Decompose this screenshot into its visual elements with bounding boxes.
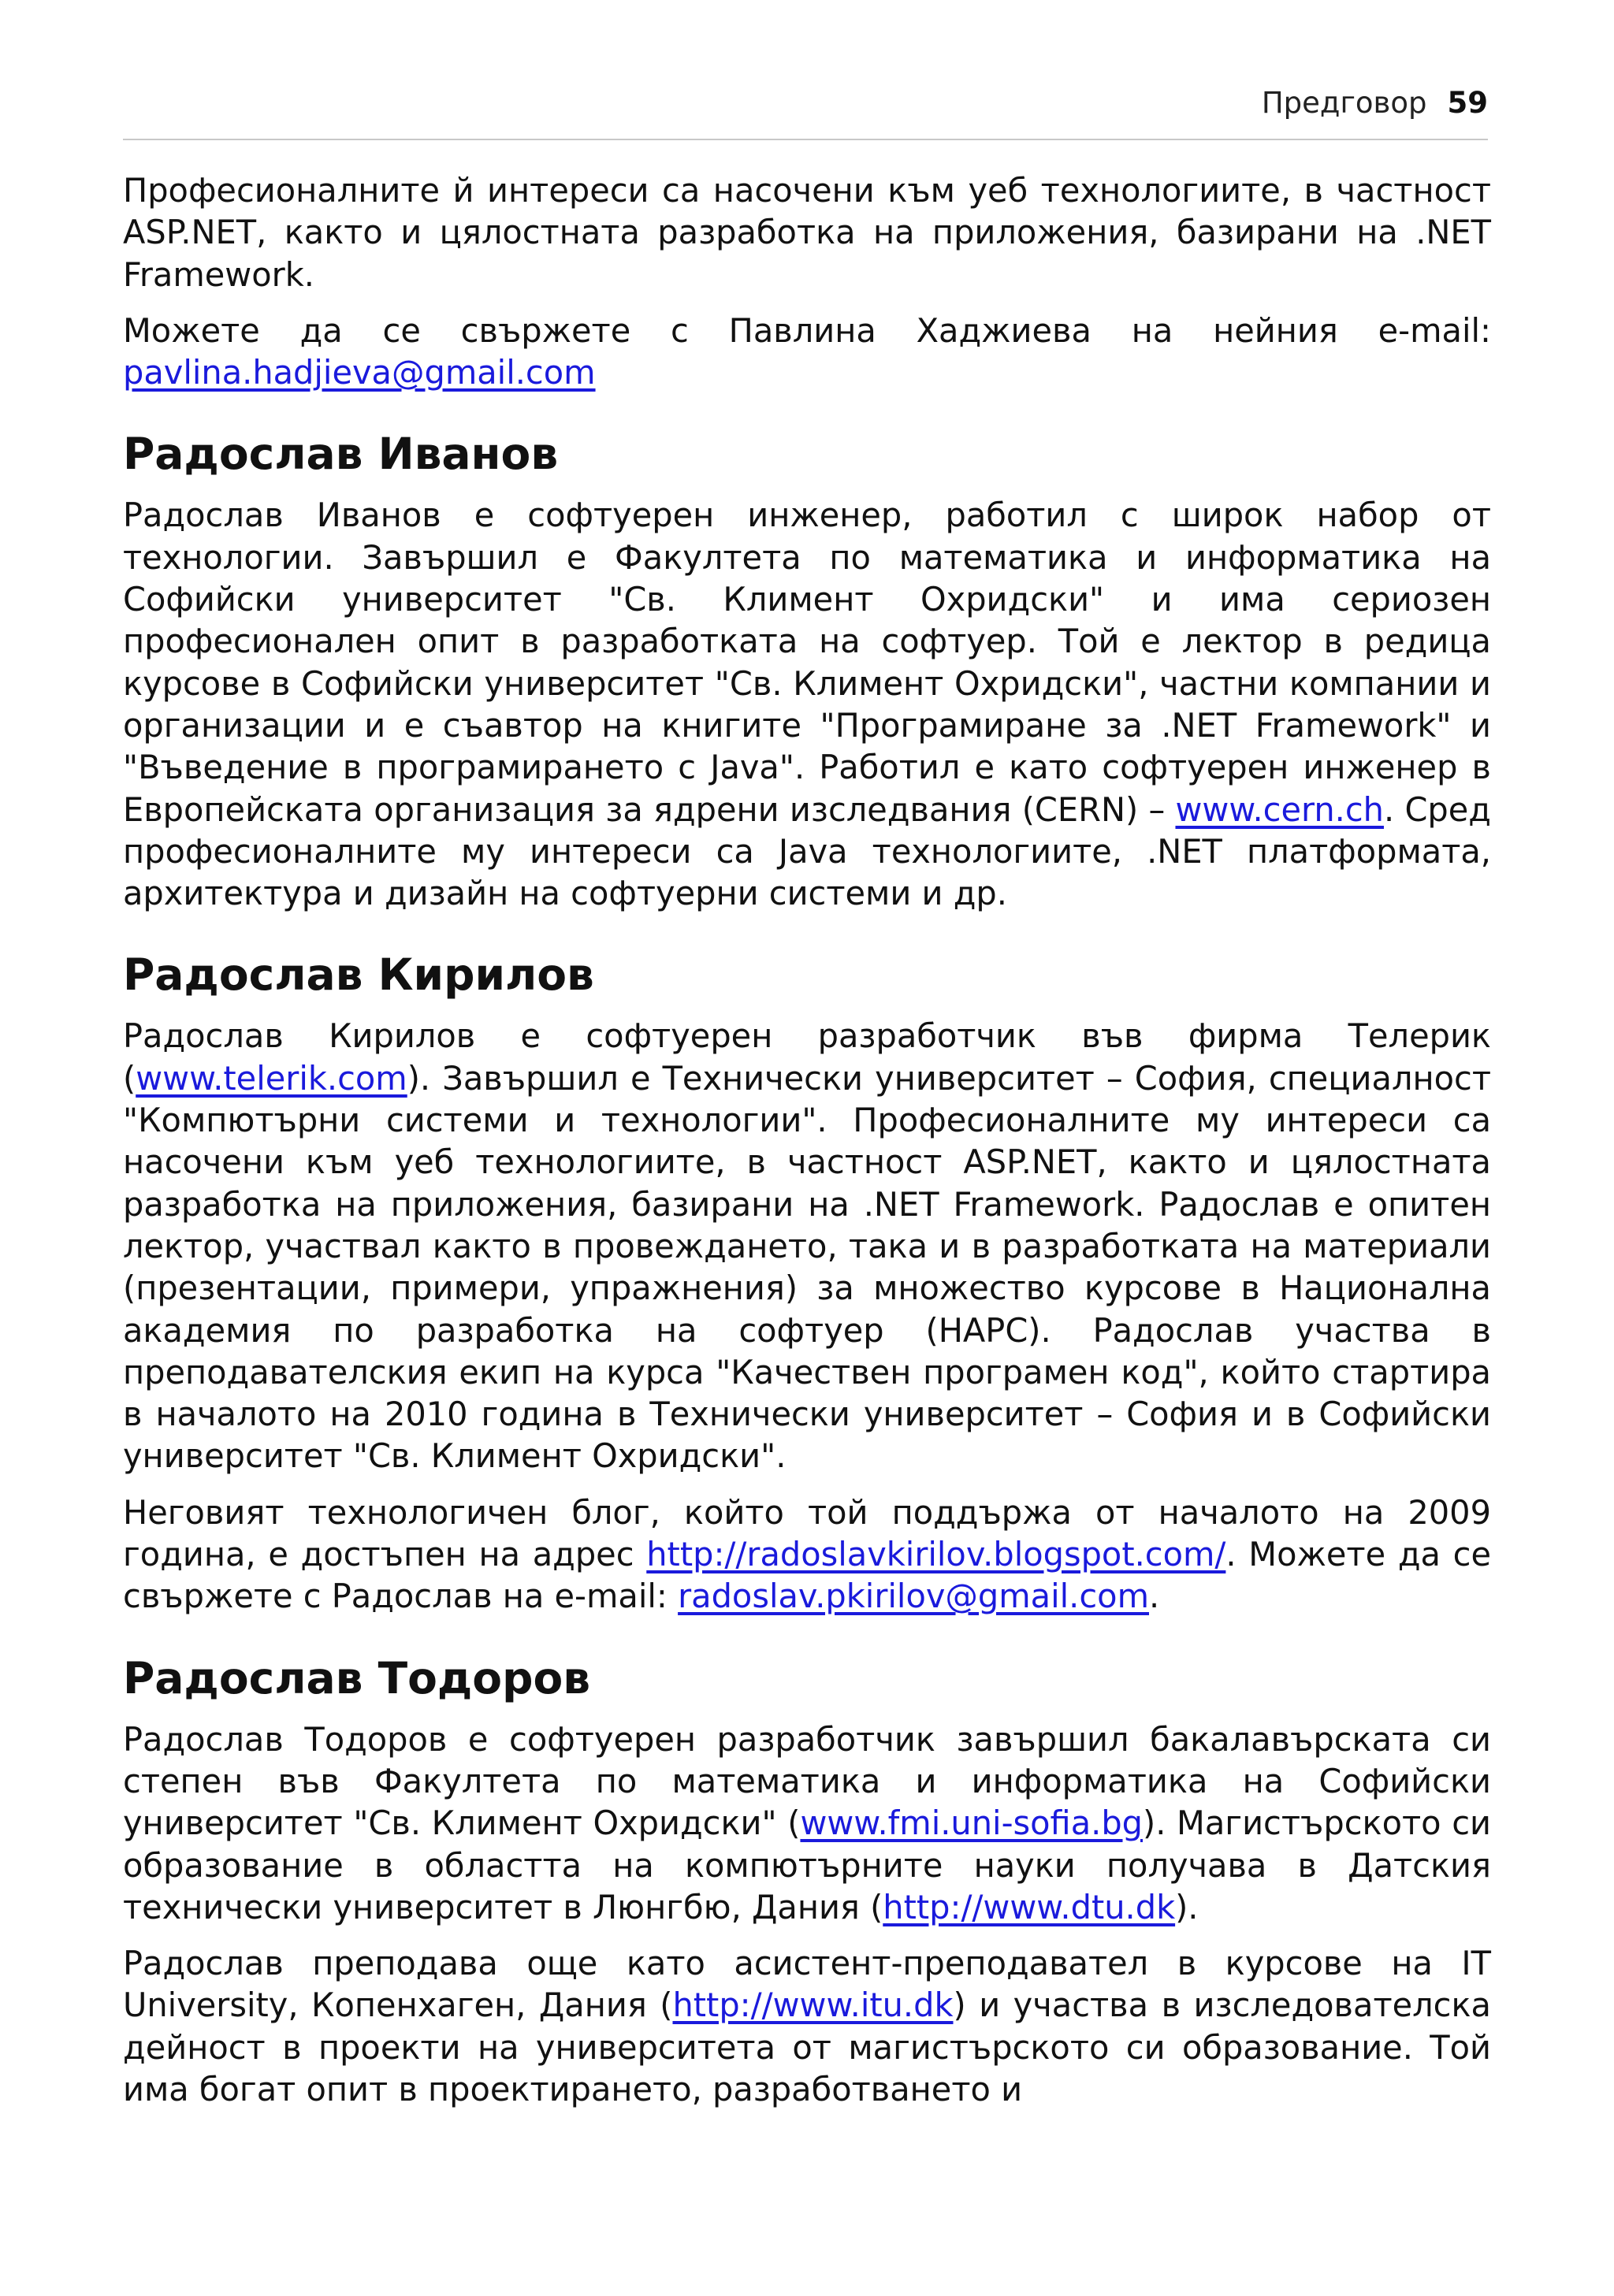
link-itu[interactable]: http://www.itu.dk — [672, 1986, 954, 2025]
todorov-text-3: ). — [1175, 1887, 1199, 1926]
link-dtu[interactable]: http://www.dtu.dk — [883, 1887, 1176, 1926]
kirilov-paragraph-1 — [123, 1015, 1491, 1477]
kirilov-text-5: . — [1149, 1577, 1160, 1616]
link-telerik[interactable]: www.telerik.com — [136, 1058, 407, 1098]
intro-paragraph-1: Професионалните й интереси са насочени към уеб технологиите, в частност ASP.NET, както и цялостната разработка на приложения, базирани на .NET Framework. — [123, 171, 1491, 294]
intro-contact-text: Можете да се свържете с Павлина Хаджиева на нейния e-mail: — [123, 310, 1491, 350]
heading-radoslav-todorov: Радослав Тодоров — [123, 1652, 591, 1703]
kirilov-text-3: Неговият технологичен блог, който той поддържа от началото на 2009 година, е достъпен на адрес — [123, 1492, 1491, 1574]
todorov-text-2: ). Магистърското си образование в областта на компютърните науки получава в Датския технически университет в Люнгбю, Дания ( — [123, 1804, 1491, 1926]
todorov-text-1: Радослав Тодоров е софтуерен разработчик завършил бакалавърската си степен във Факултета по математика и информатика на Софийски университет "Св. Климент Охридски" ( — [123, 1719, 1491, 1843]
kirilov-text-2: ). Завършил е Технически университет – София, специалност "Компютърни системи и технологии". Професионалните му интереси са насочени към уеб технологиите, в частност ASP.NET, както и цялостната разработка на приложения, базирани на .NET Framework. Радослав е опитен лектор, участвал както в провеждането, така и в разработката на материали (презентации, примери, упражнения) за множество курсове в Национална академия по разработка на софтуер (НАРС). Радослав участва в преподавателския екип на курса "Качествен програмен код", който стартира в началото на 2010 година в Технически университет – София и в Софийски университет "Св. Климент Охридски". — [123, 1058, 1491, 1476]
kirilov-text-4: . Можете да се свържете с Радослав на e-mail: — [123, 1535, 1492, 1616]
todorov-paragraph-1 — [123, 1718, 1491, 1928]
kirilov-text-1: Радослав Кирилов е софтуерен разработчик във фирма Телерик ( — [123, 1016, 1491, 1098]
section-title: Предговор — [1261, 86, 1427, 120]
link-blog[interactable]: http://radoslavkirilov.blogspot.com/ — [646, 1535, 1226, 1574]
link-cern[interactable]: www.cern.ch — [1175, 789, 1384, 829]
ivanov-text-2: . Сред професионалните му интереси са Java технологиите, .NET платформата, архитектура и дизайн на софтуерни системи и др. — [123, 789, 1491, 913]
header-divider — [123, 139, 1488, 140]
todorov-text-5: ) и участва в изследователска дейност в проекти на университета от магистърското си образование. Той има богат опит в проектирането, разработването и — [123, 1986, 1491, 2108]
email-link-kirilov[interactable]: radoslav.pkirilov@gmail.com — [678, 1577, 1149, 1616]
page-body — [123, 169, 1491, 2110]
todorov-paragraph-2 — [123, 1942, 1491, 2110]
intro-paragraph-2 — [123, 310, 1491, 394]
kirilov-paragraph-2 — [123, 1492, 1491, 1618]
ivanov-text-1: Радослав Иванов е софтуерен инженер, работил с широк набор от технологии. Завършил е Факултета по математика и информатика на Софийски университет "Св. Климент Охридски" и има сериозен професионален опит в разработката на софтуер. Той е лектор в редица курсове в Софийски университет "Св. Климент Охридски", частни компании и организации и е съавтор на книгите "Програмиране за .NET Framework" и "Въведение в програмирането с Java". Работил е като софтуерен инженер в Европейската организация за ядрени изследвания (CERN) – — [123, 496, 1491, 829]
ivanov-paragraph-1 — [123, 494, 1491, 914]
heading-radoslav-ivanov: Радослав Иванов — [123, 429, 559, 480]
running-header — [123, 84, 1488, 123]
email-link-pavlina[interactable]: pavlina.hadjieva@gmail.com — [123, 353, 596, 392]
page-number: 59 — [1447, 86, 1488, 120]
link-fmi[interactable]: www.fmi.uni-sofia.bg — [800, 1804, 1144, 1843]
heading-radoslav-kirilov: Радослав Кирилов — [123, 949, 594, 1001]
todorov-text-4: Радослав преподава още като асистент-преподавател в курсове на IT University, Копенхаген, Дания ( — [123, 1944, 1491, 2025]
